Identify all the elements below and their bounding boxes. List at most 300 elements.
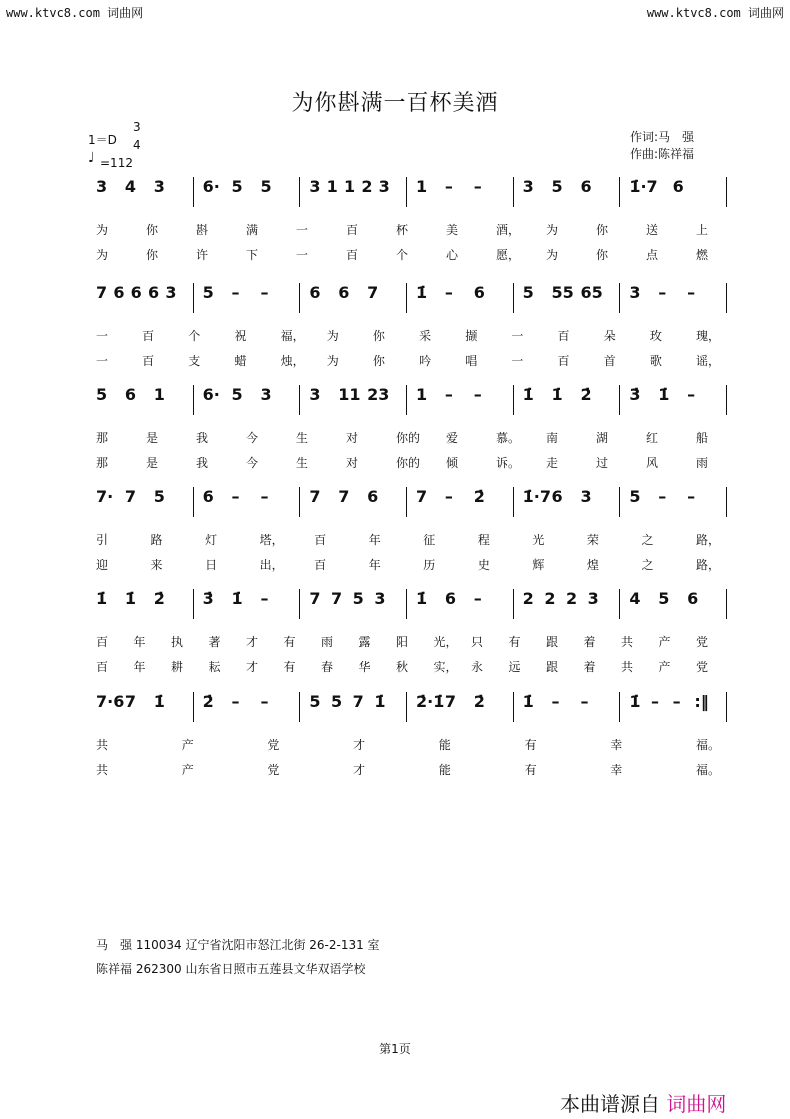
note: 6 [113, 283, 125, 302]
lyric-word: 许 [196, 248, 209, 262]
note: 5 [231, 385, 243, 404]
note: 6· [202, 385, 220, 404]
lyric-word: 为 [546, 248, 559, 262]
note: 7 [124, 692, 137, 711]
lyric-word: 杯 [396, 223, 409, 237]
lyric-word: 诉。 [496, 456, 521, 470]
lyric-word: 百 [346, 248, 359, 262]
note: 3 [309, 385, 321, 404]
note: 7 [416, 487, 428, 506]
lyric-word: 跟 [546, 660, 559, 674]
note: 5 [260, 177, 272, 196]
note: 1 [416, 177, 428, 196]
lyric-word: 秋 [396, 660, 409, 674]
key-signature: 1＝D [88, 133, 117, 147]
note: – [260, 283, 269, 302]
lyric-word: 你的 [396, 431, 421, 445]
note: 5 [352, 589, 364, 608]
lyric-word: 谣， [696, 354, 721, 368]
note: 1̇ [374, 692, 386, 711]
note: 1̇ [153, 692, 165, 711]
lyric-word: 产 [658, 635, 671, 649]
note: – [687, 283, 696, 302]
lyric-word: 是 [146, 456, 159, 470]
note: 3̇ [629, 385, 641, 404]
watermark-right: www.ktvc8.com 词曲网 [646, 6, 784, 20]
lyric-word: 年 [133, 660, 146, 674]
bar-line [619, 487, 620, 517]
lyric-word: 对 [346, 456, 359, 470]
note: – [687, 487, 696, 506]
note: 7 [96, 283, 108, 302]
lyric-word: 党 [267, 763, 280, 777]
note: – [551, 692, 560, 711]
note: 6 [367, 487, 379, 506]
note: – [231, 283, 240, 302]
lyric-word: 船 [696, 431, 709, 445]
lyric-line-2 [88, 658, 728, 676]
watermark-left: www.ktvc8.com 词曲网 [6, 6, 144, 20]
lyric-word: 斟 [196, 223, 209, 237]
note: – [580, 692, 589, 711]
lyric-word: 才 [246, 660, 259, 674]
lyric-word: 幸 [610, 763, 623, 777]
lyric-word: 上 [696, 223, 709, 237]
notation-system [88, 283, 728, 323]
lyric-word: 有 [283, 635, 296, 649]
lyric-word: 才 [353, 763, 366, 777]
lyric-word: 党 [696, 635, 709, 649]
note: 5 [522, 283, 534, 302]
note: 2 [544, 589, 556, 608]
lyric-word: 瑰， [696, 329, 721, 343]
lyric-word: 你 [596, 248, 609, 262]
lyricist: 作词:马 强 [630, 130, 695, 144]
note: 5 [202, 283, 214, 302]
lyric-word: 我 [196, 431, 209, 445]
note: – [260, 487, 269, 506]
time-sig-top: 3 [133, 120, 141, 134]
lyric-line-2 [88, 761, 728, 779]
lyric-word: 年 [368, 533, 381, 547]
bar-line [513, 283, 514, 313]
lyric-line-2 [88, 352, 728, 370]
lyric-word: 美 [446, 223, 459, 237]
lyric-word: 一 [96, 329, 109, 343]
lyric-word: 年 [368, 558, 381, 572]
note: – [231, 692, 240, 711]
lyric-word: 福。 [696, 738, 721, 752]
note: 5 [551, 177, 563, 196]
lyric-word: 之 [641, 558, 654, 572]
lyric-word: 歌 [649, 354, 662, 368]
lyric-word: 倾 [446, 456, 459, 470]
lyric-word: 才 [246, 635, 259, 649]
note: 7 [331, 589, 343, 608]
lyric-word: 撷 [465, 329, 478, 343]
lyric-word: 执 [171, 635, 184, 649]
note: 2̇ [202, 692, 214, 711]
lyric-line-2 [88, 556, 728, 574]
lyric-word: 程 [477, 533, 490, 547]
lyric-word: 今 [246, 431, 259, 445]
bar-line [619, 177, 620, 207]
note: 1̇ [416, 589, 428, 608]
note: 6 [444, 589, 457, 608]
lyric-word: 煌 [586, 558, 599, 572]
bar-line [299, 589, 300, 619]
note: 1̇ [658, 385, 670, 404]
lyric-line-1 [88, 327, 728, 345]
lyric-word: 塔， [259, 533, 284, 547]
note: 5 [231, 177, 243, 196]
lyric-word: 雨 [696, 456, 709, 470]
bar-line [513, 692, 514, 722]
lyric-word: 一 [96, 354, 109, 368]
lyric-word: 走 [546, 456, 559, 470]
bar-line [619, 692, 620, 722]
note: 55 [551, 283, 574, 302]
bar-line [406, 487, 407, 517]
address-lyricist: 马 强 110034 辽宁省沈阳市怒江北街 26-2-131 室 [96, 938, 380, 952]
lyric-word: 支 [188, 354, 201, 368]
lyric-word: 百 [96, 635, 109, 649]
note: – [231, 487, 240, 506]
lyric-word: 有 [508, 635, 521, 649]
note: 3 [260, 385, 272, 404]
lyric-word: 送 [646, 223, 659, 237]
note: :‖ [694, 692, 709, 711]
lyric-word: 能 [438, 738, 451, 752]
lyric-word: 之 [641, 533, 654, 547]
lyric-word: 光 [532, 533, 545, 547]
lyric-word: 个 [396, 248, 409, 262]
lyric-line-1 [88, 633, 728, 651]
note: – [444, 283, 453, 302]
lyric-word: 红 [646, 431, 659, 445]
lyric-word: 你的 [396, 456, 421, 470]
note: 6 [202, 487, 214, 506]
lyric-line-2 [88, 454, 728, 472]
lyric-word: 烛， [280, 354, 305, 368]
lyric-word: 点 [646, 248, 659, 262]
note: 2̇ [580, 385, 592, 404]
note: 1̇ [96, 589, 108, 608]
page-number: 第1页 [379, 1042, 411, 1056]
lyric-word: 年 [133, 635, 146, 649]
bar-line [299, 385, 300, 415]
lyric-word: 跟 [546, 635, 559, 649]
lyric-word: 我 [196, 456, 209, 470]
note: 1̇ [124, 589, 137, 608]
note: – [260, 589, 269, 608]
lyric-word: 产 [181, 738, 194, 752]
note: 3 [629, 283, 641, 302]
lyric-word: 采 [419, 329, 432, 343]
lyric-word: 你 [146, 223, 159, 237]
lyric-word: 迎 [96, 558, 109, 572]
lyric-word: 你 [372, 329, 385, 343]
bar-line [726, 487, 727, 517]
note: 7 [124, 487, 137, 506]
note: – [473, 385, 482, 404]
note: – [260, 692, 269, 711]
lyric-word: 百 [557, 329, 570, 343]
note: 1̇ [522, 385, 534, 404]
note: 5 [96, 385, 108, 404]
note: – [672, 692, 681, 711]
lyric-word: 为 [326, 329, 339, 343]
note: 7 [309, 589, 321, 608]
lyric-word: 生 [296, 456, 309, 470]
lyric-word: 征 [423, 533, 436, 547]
lyric-word: 风 [646, 456, 659, 470]
note: 3 [165, 283, 177, 302]
lyric-word: 心 [446, 248, 459, 262]
note: 7 [352, 692, 364, 711]
lyric-word: 福。 [696, 763, 721, 777]
lyric-word: 你 [372, 354, 385, 368]
lyric-word: 春 [321, 660, 334, 674]
bar-line [726, 692, 727, 722]
bar-line [299, 283, 300, 313]
note: 1̇ [551, 385, 563, 404]
lyric-word: 灯 [205, 533, 218, 547]
lyric-word: 一 [296, 223, 309, 237]
note: 1 [153, 385, 165, 404]
note: 2̇ [473, 692, 485, 711]
note: 1̇·7 [522, 487, 551, 506]
note: 6 [672, 177, 684, 196]
lyric-word: 著 [208, 635, 221, 649]
note: 1 [344, 177, 356, 196]
lyric-line-1 [88, 429, 728, 447]
note: 6 [473, 283, 485, 302]
note: 3 [587, 589, 599, 608]
note: 6· [202, 177, 220, 196]
lyric-word: 一 [511, 329, 524, 343]
bar-line [406, 692, 407, 722]
lyric-word: 爱 [446, 431, 459, 445]
note: – [444, 177, 453, 196]
bar-line [299, 692, 300, 722]
lyric-word: 远 [508, 660, 521, 674]
lyric-word: 百 [557, 354, 570, 368]
source-brand[interactable]: 词曲网 [666, 1092, 727, 1116]
quarter-note-icon: ♩ [88, 150, 95, 166]
bar-line [193, 589, 194, 619]
note: 3̇ [202, 589, 214, 608]
note: 1 [326, 177, 338, 196]
lyric-word: 才 [353, 738, 366, 752]
note: 6 [580, 177, 592, 196]
note: 1̇ [629, 692, 641, 711]
bar-line [726, 385, 727, 415]
lyric-word: 为 [326, 354, 339, 368]
lyric-word: 是 [146, 431, 159, 445]
lyric-word: 百 [346, 223, 359, 237]
note: 7· [96, 487, 114, 506]
lyric-word: 共 [621, 660, 634, 674]
lyric-word: 今 [246, 456, 259, 470]
lyric-word: 那 [96, 456, 109, 470]
note: 5 [629, 487, 641, 506]
lyric-word: 路， [696, 558, 721, 572]
lyric-word: 福， [280, 329, 305, 343]
lyric-word: 愿， [496, 248, 521, 262]
lyric-word: 产 [658, 660, 671, 674]
lyric-word: 一 [296, 248, 309, 262]
bar-line [513, 385, 514, 415]
source-prefix: 本曲谱源自 [560, 1092, 660, 1116]
note: 4 [629, 589, 641, 608]
note: 5 [658, 589, 670, 608]
note: – [687, 385, 696, 404]
lyric-word: 为 [546, 223, 559, 237]
note: 2̇ [473, 487, 485, 506]
lyric-word: 露 [358, 635, 371, 649]
song-title: 为你斟满一百杯美酒 [291, 91, 499, 116]
lyric-word: 共 [96, 763, 109, 777]
lyric-word: 党 [696, 660, 709, 674]
lyric-word: 蜡 [234, 354, 247, 368]
lyric-word: 耕 [171, 660, 184, 674]
bar-line [193, 487, 194, 517]
note: 4 [124, 177, 137, 196]
lyric-word: 对 [346, 431, 359, 445]
note: 3 [522, 177, 534, 196]
lyric-word: 只 [471, 635, 484, 649]
note: 3 [309, 177, 321, 196]
note: 2̇·1̇ [416, 692, 445, 711]
note: 6 [148, 283, 160, 302]
lyric-word: 着 [583, 660, 596, 674]
lyric-word: 百 [314, 533, 327, 547]
note: 1̇·7 [629, 177, 658, 196]
lyric-word: 祝 [234, 329, 247, 343]
bar-line [513, 177, 514, 207]
lyric-word: 为 [96, 223, 109, 237]
note: 5 [331, 692, 343, 711]
note: 6 [124, 385, 137, 404]
bar-line [513, 487, 514, 517]
note: 5 [309, 692, 321, 711]
bar-line [193, 692, 194, 722]
note: 7 [309, 487, 321, 506]
lyric-word: 百 [142, 354, 155, 368]
lyric-word: 个 [188, 329, 201, 343]
note: 2 [522, 589, 534, 608]
tempo: =112 [100, 156, 133, 170]
note: 5 [153, 487, 165, 506]
bar-line [726, 177, 727, 207]
lyric-word: 荣 [586, 533, 599, 547]
note: 6 [687, 589, 699, 608]
lyric-word: 吟 [419, 354, 432, 368]
lyric-word: 下 [246, 248, 259, 262]
note: 23 [367, 385, 390, 404]
bar-line [619, 385, 620, 415]
lyric-word: 历 [423, 558, 436, 572]
bar-line [299, 487, 300, 517]
note: 1 [416, 385, 428, 404]
lyric-word: 那 [96, 431, 109, 445]
lyric-word: 你 [146, 248, 159, 262]
note: 6 [309, 283, 321, 302]
source-credit [560, 1088, 726, 1117]
lyric-word: 实， [433, 660, 458, 674]
note: 1̇ [522, 692, 534, 711]
notation-system [88, 487, 728, 527]
bar-line [299, 177, 300, 207]
lyric-word: 慕。 [496, 431, 521, 445]
lyric-word: 共 [621, 635, 634, 649]
lyric-word: 幸 [610, 738, 623, 752]
lyric-word: 有 [524, 738, 537, 752]
lyric-word: 南 [546, 431, 559, 445]
bar-line [406, 177, 407, 207]
note: 6 [338, 283, 350, 302]
lyric-word: 你 [596, 223, 609, 237]
note: 11 [338, 385, 361, 404]
bar-line [193, 385, 194, 415]
lyric-word: 产 [181, 763, 194, 777]
note: 2 [566, 589, 578, 608]
bar-line [193, 283, 194, 313]
bar-line [619, 589, 620, 619]
note: 6 [551, 487, 563, 506]
lyric-word: 党 [267, 738, 280, 752]
note: – [444, 487, 453, 506]
lyric-word: 唱 [465, 354, 478, 368]
note: – [658, 487, 667, 506]
lyric-line-1 [88, 221, 728, 239]
bar-line [406, 589, 407, 619]
lyric-word: 有 [524, 763, 537, 777]
lyric-word: 满 [246, 223, 259, 237]
note: 2̇ [153, 589, 165, 608]
lyric-word: 雨 [321, 635, 334, 649]
note: – [473, 177, 482, 196]
lyric-word: 百 [142, 329, 155, 343]
lyric-word: 光， [433, 635, 458, 649]
note: 3 [378, 177, 390, 196]
bar-line [513, 589, 514, 619]
note: 7 [338, 487, 350, 506]
note: 7 [444, 692, 457, 711]
bar-line [726, 283, 727, 313]
composer: 作曲:陈祥福 [630, 147, 695, 161]
lyric-word: 玫 [649, 329, 662, 343]
notation-system [88, 589, 728, 629]
note: 3 [153, 177, 165, 196]
lyric-word: 共 [96, 738, 109, 752]
lyric-word: 着 [583, 635, 596, 649]
lyric-word: 耘 [208, 660, 221, 674]
bar-line [726, 589, 727, 619]
note: 7 [367, 283, 379, 302]
lyric-word: 首 [603, 354, 616, 368]
note: 1̇ [416, 283, 428, 302]
lyric-word: 日 [205, 558, 218, 572]
lyric-word: 燃 [696, 248, 709, 262]
time-sig-bottom: 4 [133, 138, 141, 152]
bar-line [406, 385, 407, 415]
lyric-word: 一 [511, 354, 524, 368]
lyric-word: 路 [150, 533, 163, 547]
note: – [658, 283, 667, 302]
note: – [473, 589, 482, 608]
